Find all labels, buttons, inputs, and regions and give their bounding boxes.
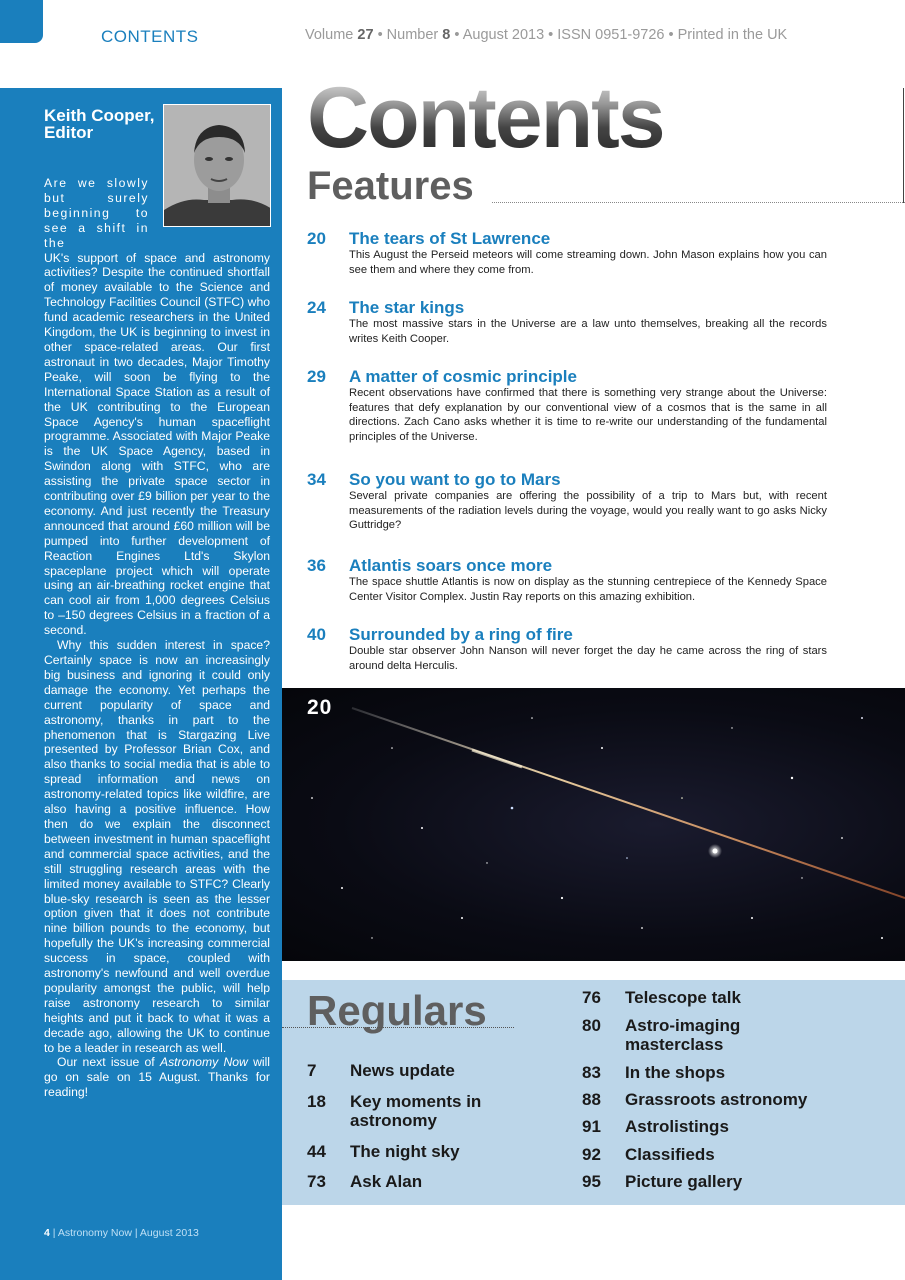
regular-page-number: 76 (582, 988, 601, 1007)
feature-title[interactable]: A matter of cosmic principle (349, 367, 577, 386)
feature-page-number: 29 (307, 367, 326, 386)
issue-info (305, 27, 787, 43)
perseid-meteor-photo (282, 688, 905, 961)
feature-page-number: 40 (307, 625, 326, 644)
paragraph-3-start: Our next issue of (57, 1055, 155, 1070)
regular-page-number: 83 (582, 1063, 601, 1082)
feature-title[interactable]: Surrounded by a ring of fire (349, 625, 573, 644)
regular-title[interactable]: Picture gallery (625, 1172, 743, 1191)
feature-title[interactable]: The star kings (349, 298, 465, 317)
feature-title[interactable]: The tears of St Lawrence (349, 229, 551, 248)
editor-paragraph-1: UK's support of space and astronomy activities? Despite the continued shortfall of money available to the Science and Technology Facilities Council (STFC) who fund academic researchers in the United Kingdom, the UK is beginning to invest in other space-related areas. Our first astronaut in two decades, Major Timothy Peake, will soon be flying to the International Space Station as a result of the UK contributing to the European Space Agency's human spaceflight programme. Associated with Major Peake is the UK Space Agency, based in Swindon along with STFC, who are assisting the private space sector in contributing over £9 billion per year to the economy. And just recently the Treasury announced that around £60 million will be pumped into further development of Reaction Engines Ltd's Skylon spaceplane project which will operate using an air-breathing rocket engine that can cool air from 1,000 degrees Celsius to –150 degrees Celsius in a fraction of a second. (44, 250, 270, 638)
volume-prefix: Volume (305, 27, 354, 43)
regulars-heading: Regulars (307, 987, 487, 1034)
regulars-divider (282, 1027, 514, 1028)
number-prefix: • Number (377, 27, 439, 43)
feature-description: Several private companies are offering the possibility of a trip to Mars but, with recent measurements of the radiation levels during the voyage, would you really want to go asks Nicky Guttridge? (349, 490, 827, 532)
regular-page-number: 44 (307, 1142, 326, 1161)
regular-page-number: 7 (307, 1061, 317, 1080)
feature-page-number: 34 (307, 470, 326, 489)
regular-title[interactable]: Ask Alan (350, 1172, 423, 1191)
regular-title[interactable]: Astro-imaging masterclass (625, 1016, 741, 1054)
starfield-icon (282, 688, 905, 961)
feature-description: Recent observations have confirmed that there is something very strange about the Universe: features that defy explanation by our conventional view of a cosmos that is the same in all directions. Zach Cano asks whether it is time to re-write our understanding of the fundamental principles of the Universe. (349, 387, 827, 443)
editor-paragraph-3 (44, 1055, 270, 1100)
editor-lead: Are we slowly but surely beginning to see a shift in the (44, 176, 149, 250)
editor-name: Keith Cooper, Editor (44, 106, 155, 142)
regular-title[interactable]: The night sky (350, 1142, 460, 1161)
regular-title[interactable]: Grassroots astronomy (625, 1090, 808, 1109)
magazine-name: Astronomy Now (159, 1055, 248, 1070)
regular-page-number: 92 (582, 1145, 601, 1164)
features-divider (492, 202, 905, 203)
feature-page-number: 24 (307, 298, 326, 317)
regular-page-number: 80 (582, 1016, 601, 1035)
regular-page-number: 73 (307, 1172, 326, 1191)
section-label: CONTENTS (101, 27, 199, 46)
feature-description: The most massive stars in the Universe are a law unto themselves, breaking all the records writes Keith Cooper. (349, 318, 827, 345)
paragraph-3-end: will go on sale on 15 August. Thanks for reading! (44, 1055, 271, 1100)
feature-title[interactable]: So you want to go to Mars (349, 470, 561, 489)
volume-number: 27 (357, 27, 374, 43)
regular-page-number: 95 (582, 1172, 601, 1191)
feature-page-number: 20 (307, 229, 326, 248)
regular-title[interactable]: News update (350, 1061, 455, 1080)
page-number: 4 (44, 1227, 50, 1239)
editor-paragraph-2: Why this sudden interest in space? Certainly space is now an increasingly big business and ignoring it could only damage the economy. Yet perhaps the current popularity of space and astronomy, thanks in part to the phenomenon that is Stargazing Live presented by Professor Brian Cox, and also thanks to social media that is able to spread information and news on astronomy-related topics like wildfire, are also having a positive influence. How then do we explain the disconnect between investment in human spaceflight and commercial space activities, and the still struggling research areas with the limited money available to STFC? Clearly blue-sky research is seen as the lesser option given that it does not contribute nine billion pounds to the economy, but hopefully the UK's increasing commercial success in space, coupled with astronomy's newfound and well overdue popularity amongst the public, will help raise astronomy research to similar heights and put it back to what it was a decade ago, allowing the UK to continue to be a leader in research as well. (44, 638, 270, 1055)
features-heading: Features (307, 164, 474, 208)
feature-description: This August the Perseid meteors will come streaming down. John Mason explains how you can see them and where they come from. (349, 249, 827, 276)
regular-title[interactable]: Telescope talk (625, 988, 741, 1007)
feature-description: The space shuttle Atlantis is now on display as the stunning centrepiece of the Kennedy Space Center Visitor Complex. Justin Ray reports on this amazing exhibition. (349, 576, 827, 603)
regular-page-number: 88 (582, 1090, 601, 1109)
feature-description: Double star observer John Nanson will never forget the day he came across the ring of stars around delta Herculis. (349, 645, 827, 672)
page-title: Contents (307, 70, 664, 166)
feature-title[interactable]: Atlantis soars once more (349, 556, 553, 575)
issue-number: 8 (442, 27, 451, 43)
issue-date-issn: • August 2013 • ISSN 0951-9726 • Printed in the UK (454, 27, 788, 43)
regular-title[interactable]: In the shops (625, 1063, 726, 1082)
regular-title[interactable]: Key moments in astronomy (350, 1092, 482, 1130)
corner-tab (0, 0, 43, 43)
regular-page-number: 91 (582, 1117, 601, 1136)
page-footer (44, 1227, 199, 1239)
regular-title[interactable]: Classifieds (625, 1145, 715, 1164)
regular-page-number: 18 (307, 1092, 326, 1111)
footer-text: | Astronomy Now | August 2013 (52, 1227, 199, 1239)
regular-title[interactable]: Astrolistings (625, 1117, 729, 1136)
editor-letter (44, 176, 270, 1100)
right-edge-rule (903, 88, 904, 203)
photo-page-label: 20 (307, 696, 333, 719)
feature-page-number: 36 (307, 556, 326, 575)
